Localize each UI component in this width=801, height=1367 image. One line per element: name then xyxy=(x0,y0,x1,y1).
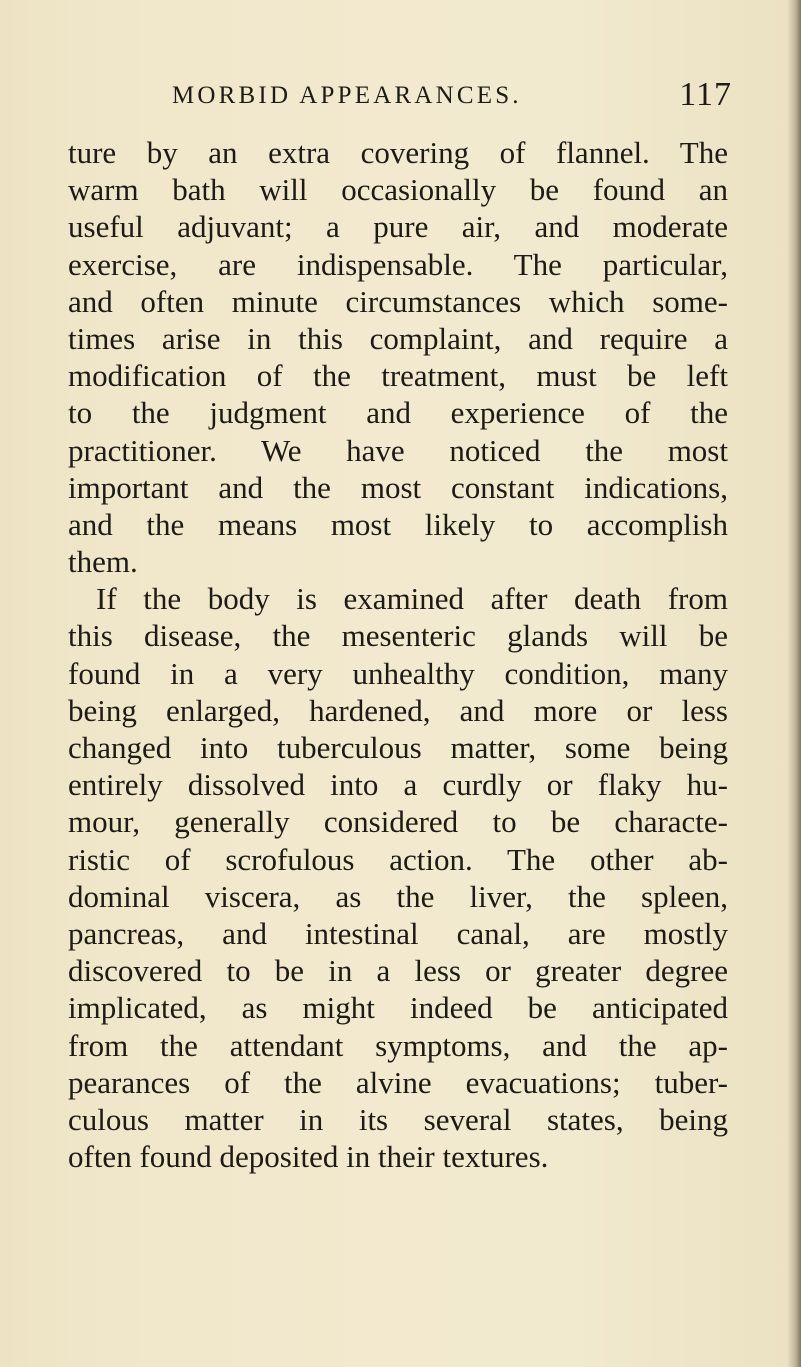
text-line: from the attendant symptoms, and the ap- xyxy=(68,1027,728,1063)
text-line: exercise, are indispensable. The particular, xyxy=(68,246,728,282)
text-line: dominal viscera, as the liver, the spleen, xyxy=(68,878,728,914)
text-line: ture by an extra covering of flannel. The xyxy=(68,135,728,170)
text-line: and often minute circumstances which some- xyxy=(68,283,728,319)
text-line: modification of the treatment, must be left xyxy=(68,358,728,394)
text-line: pancreas, and intestinal canal, are mostly xyxy=(68,915,728,951)
text-line: If the body is examined after death from xyxy=(96,581,728,617)
text-line: implicated, as might indeed be anticipated xyxy=(68,990,728,1026)
text-line: changed into tuberculous matter, some being xyxy=(68,730,728,765)
text-line: them. xyxy=(68,544,138,580)
text-line: warm bath will occasionally be found an xyxy=(68,172,728,208)
text-line: to the judgment and experience of the xyxy=(68,395,728,431)
text-line: ristic of scrofulous action. The other ab- xyxy=(68,841,728,877)
text-line: mour, generally considered to be characte- xyxy=(68,804,728,840)
text-line: entirely dissolved into a curdly or flaky hu- xyxy=(68,767,728,803)
page-edge-shadow xyxy=(787,0,801,1367)
text-line: found in a very unhealthy condition, many xyxy=(68,655,728,691)
text-line: discovered to be in a less or greater degree xyxy=(68,953,728,989)
paragraph-2 xyxy=(68,580,728,1175)
page-number: 117 xyxy=(679,76,732,113)
text-line: important and the most constant indications, xyxy=(68,469,728,505)
text-line: useful adjuvant; a pure air, and moderate xyxy=(68,209,728,245)
text-line: being enlarged, hardened, and more or less xyxy=(68,692,728,728)
text-line: and the means most likely to accomplish xyxy=(68,506,728,542)
text-line: this disease, the mesenteric glands will be xyxy=(68,618,728,654)
text-line: pearances of the alvine evacuations; tuber- xyxy=(68,1064,728,1100)
page-header xyxy=(172,76,732,120)
paragraph-1 xyxy=(68,134,728,580)
text-line: often found deposited in their textures. xyxy=(68,1139,549,1175)
text-line: times arise in this complaint, and require a xyxy=(68,320,728,356)
text-line: practitioner. We have noticed the most xyxy=(68,432,728,468)
body-text xyxy=(68,134,728,1175)
running-title: MORBID APPEARANCES. xyxy=(172,82,522,109)
text-line: culous matter in its several states, being xyxy=(68,1101,728,1137)
